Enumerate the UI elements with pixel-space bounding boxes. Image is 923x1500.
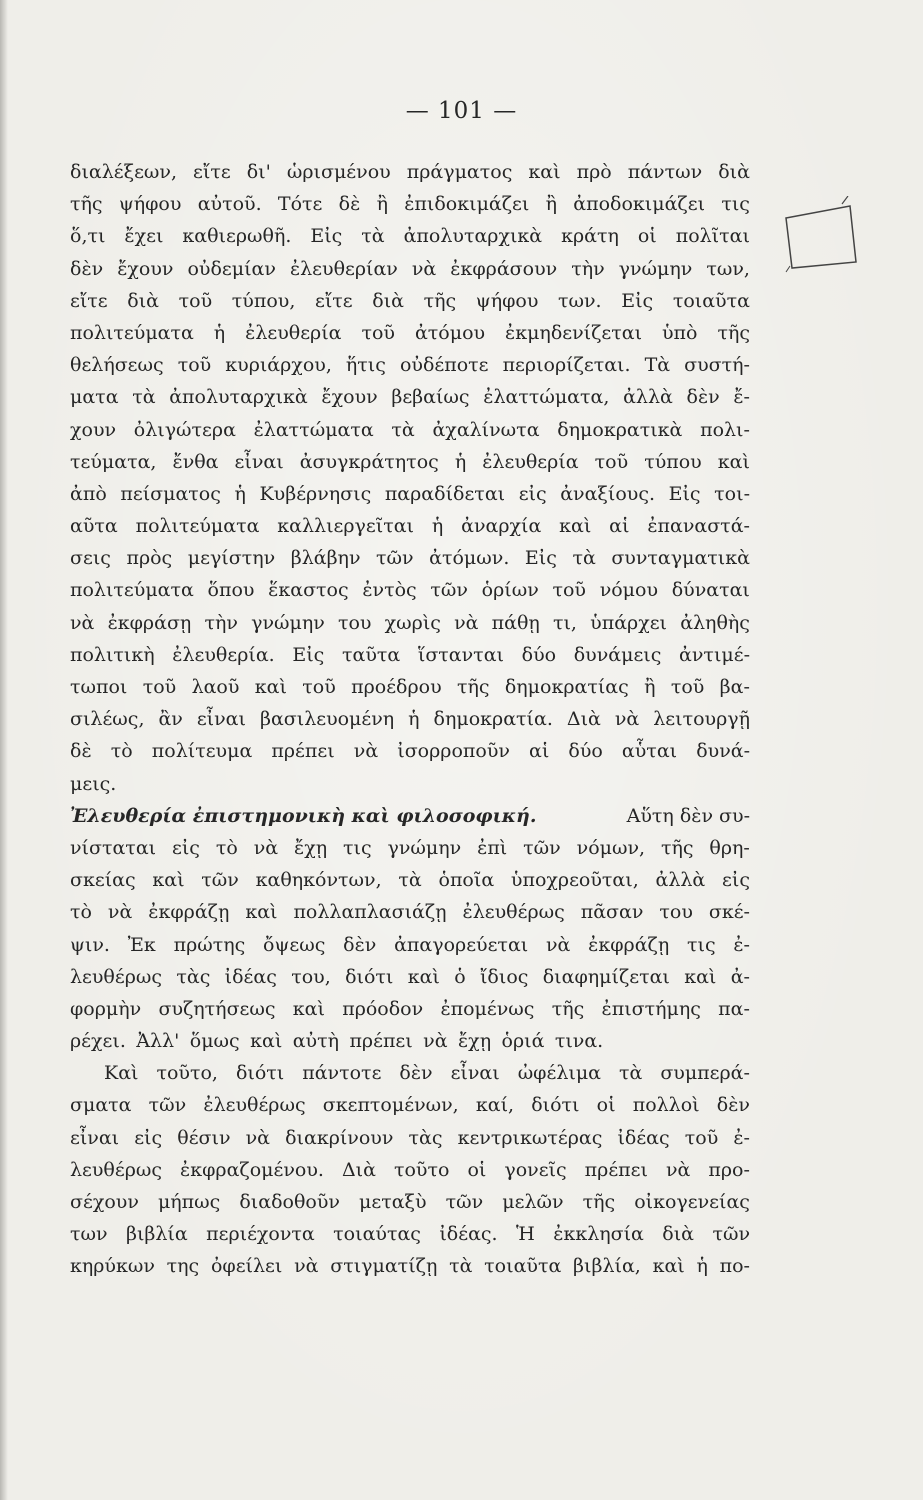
text-line: εἴτε διὰ τοῦ τύπου, εἴτε διὰ τῆς ψήφου των. Εἰς τοιαῦτα: [70, 289, 750, 312]
text-line: τῆς ψήφου αὐτοῦ. Τότε δὲ ἢ ἐπιδοκιμάζει ἢ ἀποδοκιμάζει τις: [70, 193, 750, 216]
text-line: πολιτεύματα ἡ ἐλευθερία τοῦ ἀτόμου ἐκμηδενίζεται ὑπὸ τῆς: [70, 321, 750, 344]
text-line: λευθέρως ἐκφραζομένου. Διὰ τοῦτο οἱ γονεῖς πρέπει νὰ προ-: [70, 1158, 750, 1181]
text-line: σκείας καὶ τῶν καθηκόντων, τὰ ὁποῖα ὑποχρεοῦται, ἀλλὰ εἰς: [70, 869, 750, 892]
text-line: τωποι τοῦ λαοῦ καὶ τοῦ προέδρου τῆς δημοκρατίας ἢ τοῦ βα-: [70, 676, 750, 698]
page-number: — 101 —: [405, 98, 518, 124]
text-line: ὅ,τι ἔχει καθιερωθῆ. Εἰς τὰ ἀπολυταρχικὰ κράτη οἱ πολῖται: [70, 225, 750, 248]
text-line: πολιτεύματα ὅπου ἕκαστος ἐντὸς τῶν ὁρίων τοῦ νόμου δύναται: [70, 579, 750, 602]
text-line: μεις.: [70, 772, 117, 795]
text-line: εἶναι εἰς θέσιν νὰ διακρίνουν τὰς κεντρικωτέρας ἰδέας τοῦ ἐ-: [70, 1126, 750, 1149]
text-line: ἀπὸ πείσματος ἡ Κυβέρνησις παραδίδεται εἰς ἀναξίους. Εἰς τοι-: [70, 482, 750, 505]
margin-pencil-mark: [780, 196, 870, 276]
text-line: νὰ ἐκφράσῃ τὴν γνώμην του χωρὶς νὰ πάθῃ τι, ὑπάρχει ἀληθὴς: [70, 611, 750, 634]
page-shadow-edge: [0, 0, 8, 1500]
text-line: αῦτα πολιτεύματα καλλιεργεῖται ἡ ἀναρχία καὶ αἱ ἐπαναστά-: [70, 515, 750, 538]
text-line: λευθέρως τὰς ἰδέας του, διότι καὶ ὁ ἴδιος διαφημίζεται καὶ ἀ-: [70, 965, 750, 988]
text-line: ρέχει. Ἀλλ' ὅμως καὶ αὐτὴ πρέπει νὰ ἔχῃ ὁριά τινα.: [70, 1030, 604, 1053]
text-line: δὲν ἔχουν οὐδεμίαν ἐλευθερίαν νὰ ἐκφράσουν τὴν γνώμην των,: [70, 257, 750, 280]
section-heading: Ἐλευθερία ἐπιστημονικὴ καὶ φιλοσοφική.: [70, 804, 537, 827]
text-line: ματα τὰ ἀπολυταρχικὰ ἔχουν βεβαίως ἐλαττώματα, ἀλλὰ δὲν ἔ-: [70, 386, 750, 409]
text-line: [70, 800, 750, 832]
text-line: φορμὴν συζητήσεως καὶ πρόοδον ἐπομένως τῆς ἐπιστήμης πα-: [70, 997, 750, 1020]
text-line: σεις πρὸς μεγίστην βλάβην τῶν ἀτόμων. Εἰς τὰ συνταγματικὰ: [70, 547, 750, 570]
text-line: τεύματα, ἔνθα εἶναι ἀσυγκράτητος ἡ ἐλευθερία τοῦ τύπου καὶ: [70, 450, 750, 473]
text-line: τὸ νὰ ἐκφράζῃ καὶ πολλαπλασιάζῃ ἐλευθέρως πᾶσαν του σκέ-: [70, 901, 750, 924]
text-line: σιλέως, ἂν εἶναι βασιλευομένη ἡ δημοκρατία. Διὰ νὰ λειτουργῇ: [70, 708, 750, 731]
text-line: σέχουν μήπως διαδοθοῦν μεταξὺ τῶν μελῶν τῆς οἰκογενείας: [70, 1191, 750, 1213]
text-line: νίσταται εἰς τὸ νὰ ἔχῃ τις γνώμην ἐπὶ τῶν νόμων, τῆς θρη-: [70, 836, 750, 859]
text-line: Καὶ τοῦτο, διότι πάντοτε δὲν εἶναι ὠφέλιμα τὰ συμπερά-: [104, 1062, 750, 1085]
text-line: κηρύκων της ὀφείλει νὰ στιγματίζῃ τὰ τοιαῦτα βιβλία, καὶ ἡ πο-: [70, 1255, 750, 1278]
text-line: των βιβλία περιέχοντα τοιαύτας ἰδέας. Ἡ ἐκκλησία διὰ τῶν: [70, 1223, 750, 1246]
text-line: διαλέξεων, εἴτε δι' ὡρισμένου πράγματος καὶ πρὸ πάντων διὰ: [70, 161, 750, 183]
text-line: πολιτικὴ ἐλευθερία. Εἰς ταῦτα ἵστανται δύο δυνάμεις ἀντιμέ-: [70, 643, 750, 666]
text-line: δὲ τὸ πολίτευμα πρέπει νὰ ἰσορροποῦν αἱ δύο αὗται δυνά-: [70, 740, 750, 763]
text-line: ψιν. Ἐκ πρώτης ὄψεως δὲν ἀπαγορεύεται νὰ ἐκφράζῃ τις ἐ-: [70, 933, 750, 956]
text-line: θελήσεως τοῦ κυριάρχου, ἥτις οὐδέποτε περιορίζεται. Τὰ συστή-: [70, 354, 750, 377]
line-text: Αὕτη δὲν συ-: [626, 804, 750, 827]
text-line: σματα τῶν ἐλευθέρως σκεπτομένων, καί, διότι οἱ πολλοὶ δὲν: [70, 1094, 750, 1117]
text-line: χουν ὀλιγώτερα ἐλαττώματα τὰ ἀχαλίνωτα δημοκρατικὰ πολι-: [70, 418, 750, 441]
body-text: [70, 156, 750, 1283]
